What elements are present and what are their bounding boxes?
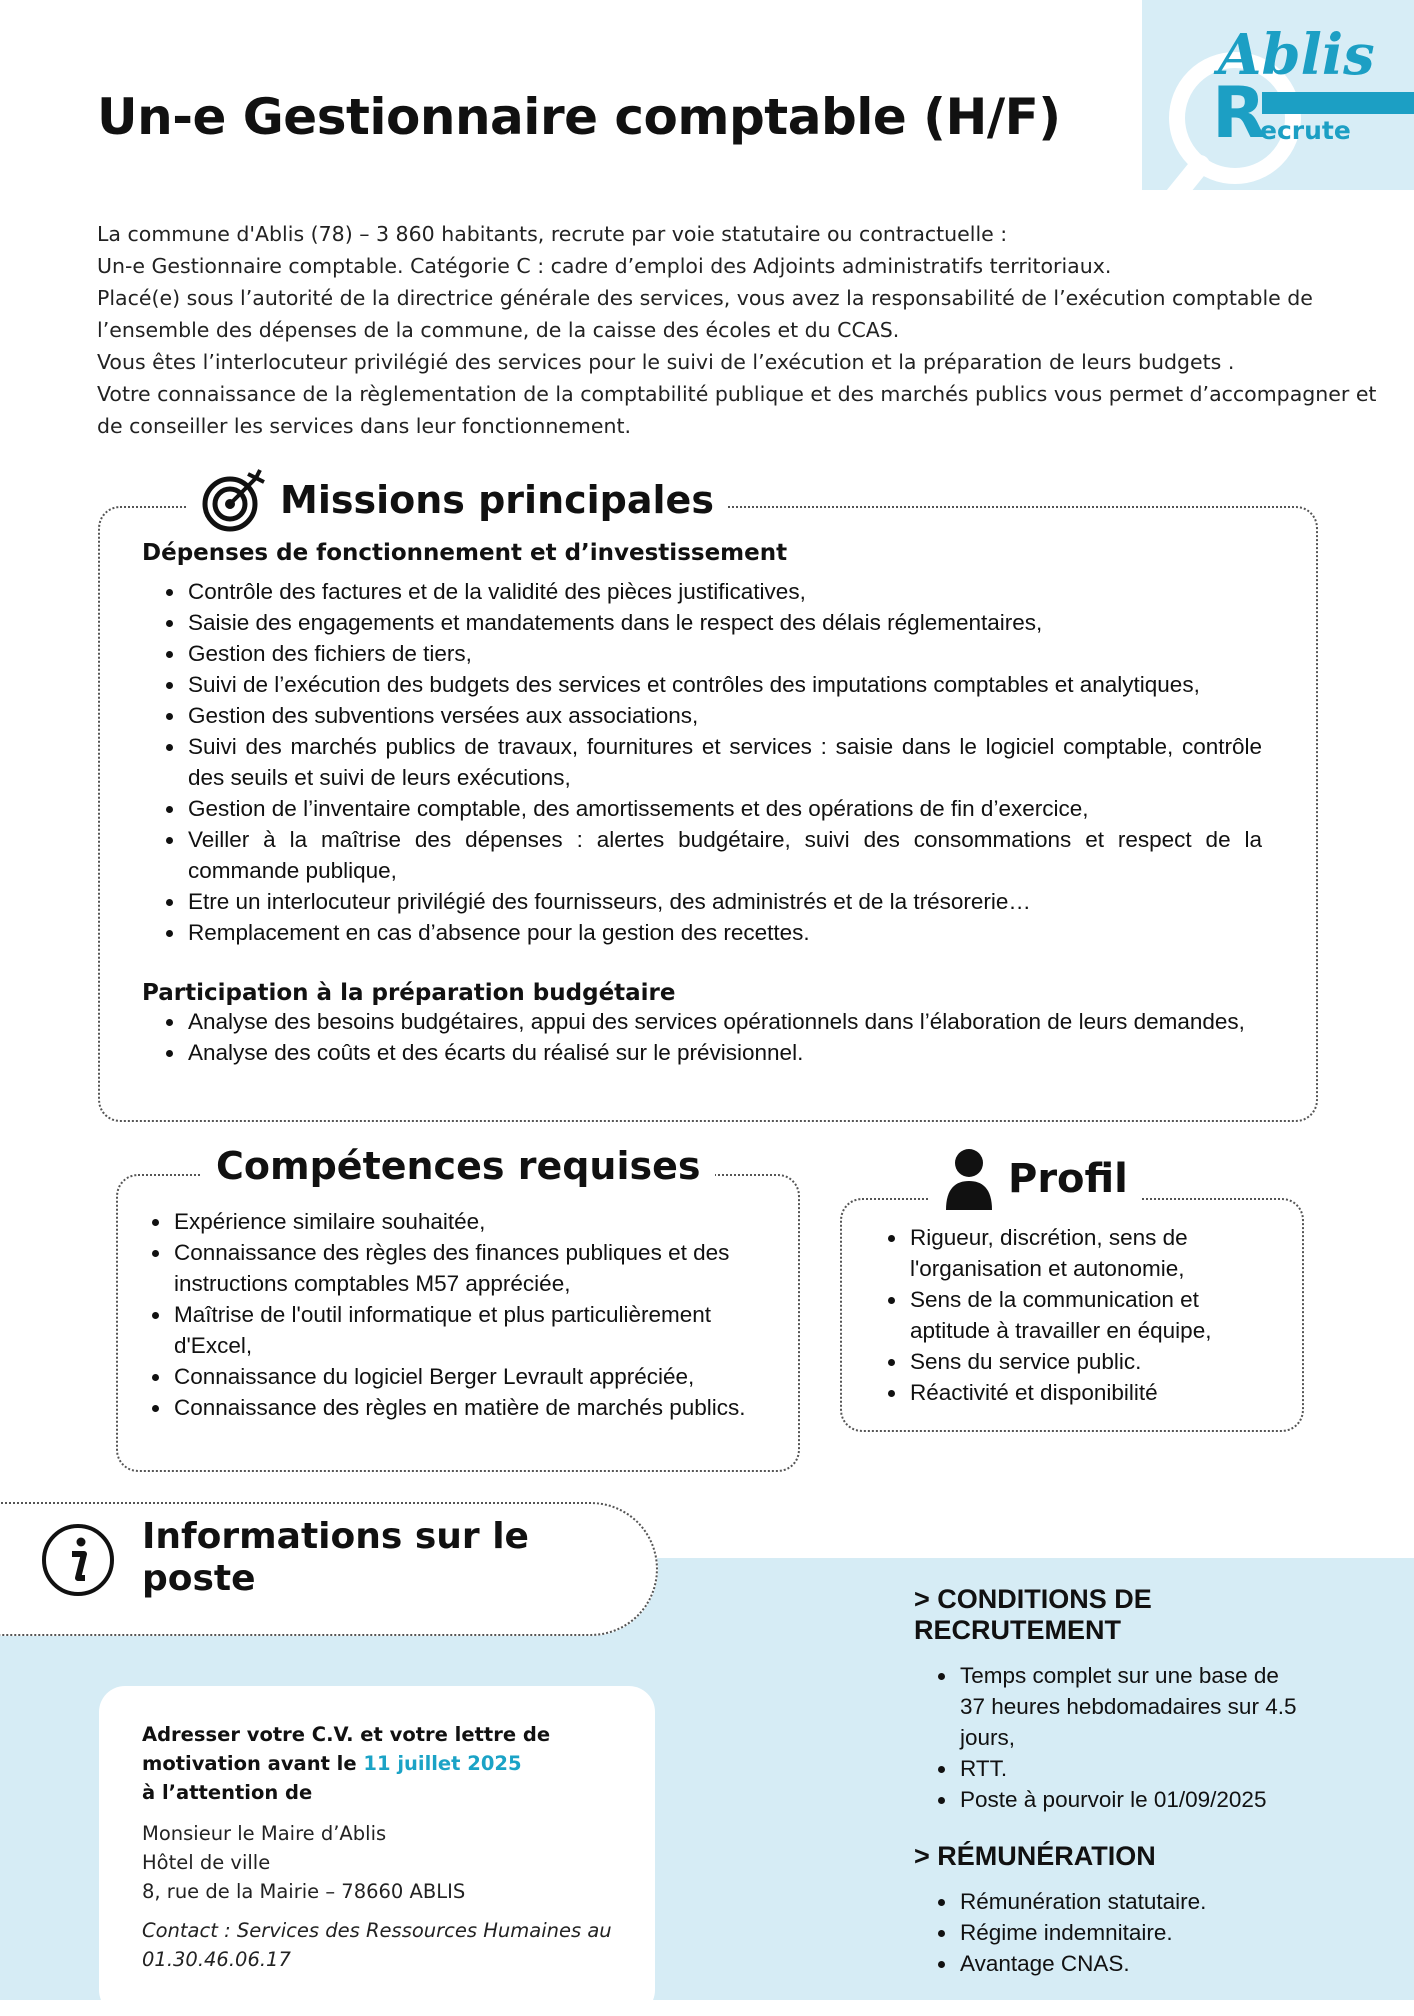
list-item: • Analyse des besoins budgétaires, appui des services opérationnels dans l’élaboration de leurs demandes, [186, 1006, 1262, 1037]
missions-heading [188, 468, 728, 532]
intro-line: Votre connaissance de la règlementation de la comptabilité publique et des marchés publics vous permet d’accompagner et de conseiller les services dans leur fonctionnement. [97, 382, 1377, 438]
list-item: • Avantage CNAS. [958, 1948, 1354, 1979]
list-item: • Réactivité et disponibilité [908, 1377, 1284, 1408]
list-item: • Analyse des coûts et des écarts du réalisé sur le prévisionnel. [186, 1037, 1262, 1068]
list-item: • Maîtrise de l'outil informatique et plus particulièrement d'Excel, [172, 1299, 768, 1361]
profil-content [864, 1222, 1284, 1408]
list-item: • Veiller à la maîtrise des dépenses : alertes budgétaire, suivi des consommations et respect de la commande publique, [186, 824, 1262, 886]
apply-instructions [142, 1720, 572, 1807]
address-line: 8, rue de la Mairie – 78660 ABLIS [142, 1880, 466, 1903]
remuneration-heading: > RÉMUNÉRATION [914, 1841, 1156, 1871]
list-item: • Connaissance des règles des finances publiques et des instructions comptables M57 appréciée, [172, 1237, 768, 1299]
intro-line: La commune d'Ablis (78) – 3 860 habitants, recrute par voie statutaire ou contractuelle : [97, 222, 1008, 246]
address-line: Hôtel de ville [142, 1851, 271, 1874]
logo-recrute: ecrute [1260, 116, 1351, 145]
conditions-heading: > CONDITIONS DE RECRUTEMENT [914, 1584, 1152, 1645]
intro-line: Placé(e) sous l’autorité de la directrice générale des services, vous avez la responsabilité de l’exécution comptable de l’ensemble des dépenses de la commune, de la caisse des écoles et du CCAS. [97, 286, 1313, 342]
list-item: • Expérience similaire souhaitée, [172, 1206, 768, 1237]
list-item: • Suivi de l’exécution des budgets des services et contrôles des imputations comptables et analytiques, [186, 669, 1262, 700]
contact-line: Contact : Services des Ressources Humaines au 01.30.46.06.17 [142, 1919, 612, 1971]
list-item: • Sens de la communication et aptitude à travailler en équipe, [908, 1284, 1284, 1346]
list-item: • Gestion de l’inventaire comptable, des amortissements et des opérations de fin d’exercice, [186, 793, 1262, 824]
info-icon [40, 1522, 116, 1598]
logo-bar [1262, 92, 1414, 114]
missions-subheading-2: Participation à la préparation budgétaire [142, 980, 676, 1006]
target-icon [202, 468, 266, 532]
conditions-list [914, 1660, 1308, 1815]
profil-list [864, 1222, 1284, 1408]
page-title: Un-e Gestionnaire comptable (H/F) [97, 88, 1061, 146]
deadline: 11 juillet 2025 [363, 1752, 522, 1775]
conditions-section [914, 1584, 1354, 1979]
list-item: • Poste à pourvoir le 01/09/2025 [958, 1784, 1308, 1815]
list-item: • Contrôle des factures et de la validité des pièces justificatives, [186, 576, 1262, 607]
address-line: Monsieur le Maire d’Ablis [142, 1822, 387, 1845]
competences-list [128, 1206, 768, 1423]
list-item: • Suivi des marchés publics de travaux, fournitures et services : saisie dans le logiciel comptable, contrôle des seuils et suivi de leurs exécutions, [186, 731, 1262, 793]
list-item: • Rigueur, discrétion, sens de l'organisation et autonomie, [908, 1222, 1284, 1284]
missions-heading-text: Missions principales [280, 478, 714, 522]
intro-line: Un-e Gestionnaire comptable. Catégorie C : cadre d’emploi des Adjoints administratifs territoriaux. [97, 254, 1112, 278]
logo-r: R [1212, 72, 1266, 154]
list-item: • Sens du service public. [908, 1346, 1284, 1377]
missions-subheading: Dépenses de fonctionnement et d’investissement [142, 540, 788, 566]
attention-text: à l’attention de [142, 1781, 313, 1804]
missions-content [142, 540, 1262, 1068]
competences-heading: Compétences requises [202, 1144, 715, 1188]
address [142, 1819, 662, 1906]
list-item: • Gestion des subventions versées aux associations, [186, 700, 1262, 731]
profil-heading-text: Profil [1008, 1156, 1128, 1202]
remuneration-list [914, 1886, 1354, 1979]
competences-content [128, 1206, 768, 1423]
intro-text [97, 218, 1387, 442]
logo-ablis: Ablis [1218, 22, 1375, 88]
list-item: • Connaissance des règles en matière de marchés publics. [172, 1392, 768, 1423]
list-item: • Saisie des engagements et mandatements dans le respect des délais réglementaires, [186, 607, 1262, 638]
profil-heading [930, 1148, 1142, 1210]
list-item: • Connaissance du logiciel Berger Levrault appréciée, [172, 1361, 768, 1392]
intro-line: Vous êtes l’interlocuteur privilégié des services pour le suivi de l’exécution et la préparation de leurs budgets . [97, 350, 1235, 374]
list-item: • RTT. [958, 1753, 1308, 1784]
list-item: • Etre un interlocuteur privilégié des fournisseurs, des administrés et de la trésorerie… [186, 886, 1262, 917]
list-item: • Gestion des fichiers de tiers, [186, 638, 1262, 669]
info-title: Informations sur le poste [142, 1516, 529, 1599]
list-item: • Remplacement en cas d’absence pour la gestion des recettes. [186, 917, 1262, 948]
contact-content [142, 1720, 662, 1974]
missions-list-2 [142, 1006, 1262, 1068]
apply-text: Adresser votre C.V. et votre lettre de motivation avant le [142, 1723, 551, 1775]
list-item: • Régime indemnitaire. [958, 1917, 1354, 1948]
person-icon [944, 1148, 994, 1210]
missions-list-1 [142, 576, 1262, 948]
list-item: • Temps complet sur une base de 37 heures hebdomadaires sur 4.5 jours, [958, 1660, 1308, 1753]
list-item: • Rémunération statutaire. [958, 1886, 1354, 1917]
